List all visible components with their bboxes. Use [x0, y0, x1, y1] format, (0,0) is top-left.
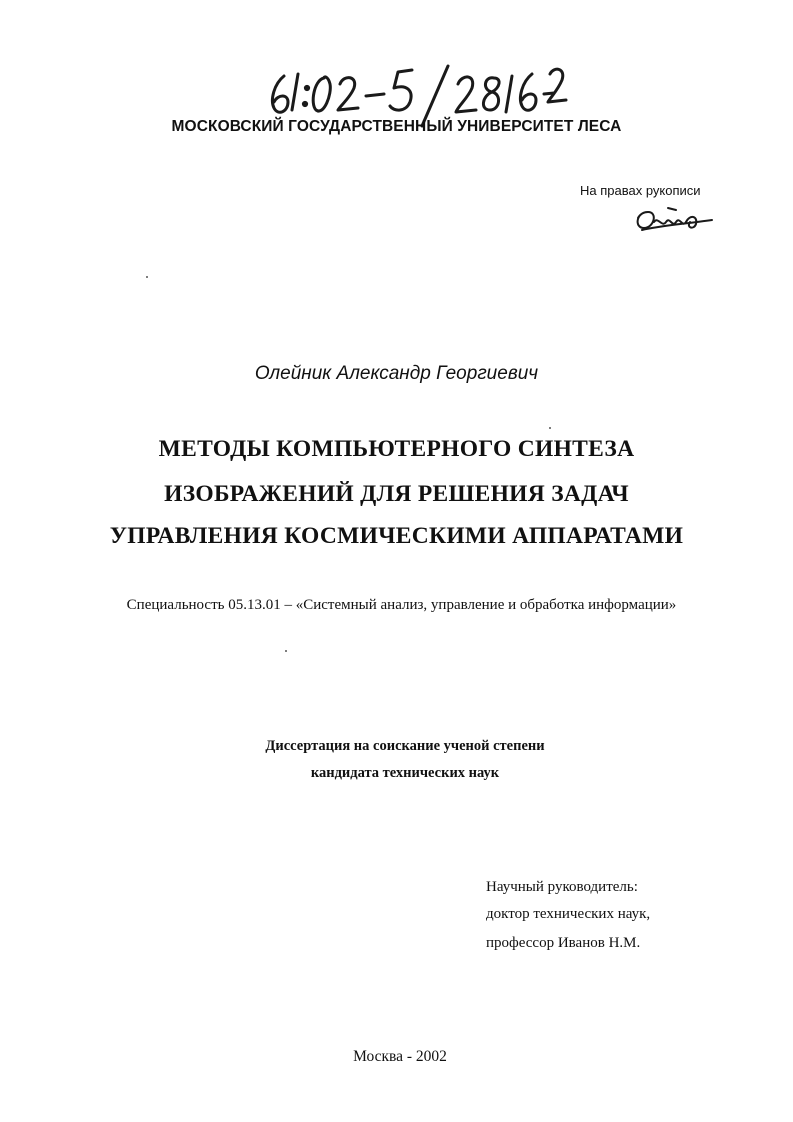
- thesis-title-line-3: УПРАВЛЕНИЯ КОСМИЧЕСКИМИ АППАРАТАМИ: [109, 523, 684, 549]
- handwritten-signature: [628, 200, 718, 236]
- university-name: МОСКОВСКИЙ ГОСУДАРСТВЕННЫЙ УНИВЕРСИТЕТ ЛЕСА: [171, 118, 622, 135]
- thesis-title-line-2: ИЗОБРАЖЕНИЙ ДЛЯ РЕШЕНИЯ ЗАДАЧ: [164, 481, 629, 507]
- scan-speck: [146, 276, 148, 278]
- advisor-line-1: Научный руководитель:: [486, 879, 638, 895]
- rights-note: На правах рукописи: [580, 183, 701, 198]
- advisor-line-3: профессор Иванов Н.М.: [486, 935, 641, 951]
- author-name: Олейник Александр Георгиевич: [254, 363, 539, 384]
- city-year: Москва - 2002: [353, 1048, 447, 1065]
- advisor-line-2: доктор технических наук,: [486, 906, 651, 922]
- thesis-title-line-1: МЕТОДЫ КОМПЬЮТЕРНОГО СИНТЕЗА: [158, 436, 635, 462]
- scan-speck: [285, 650, 287, 652]
- degree-line-1: Диссертация на соискание ученой степени: [265, 738, 545, 754]
- scan-speck: [549, 427, 551, 429]
- specialty: Специальность 05.13.01 – «Системный анализ, управление и обработка информации»: [126, 597, 677, 613]
- degree-line-2: кандидата технических наук: [310, 765, 500, 781]
- signature-drawing: [628, 200, 718, 236]
